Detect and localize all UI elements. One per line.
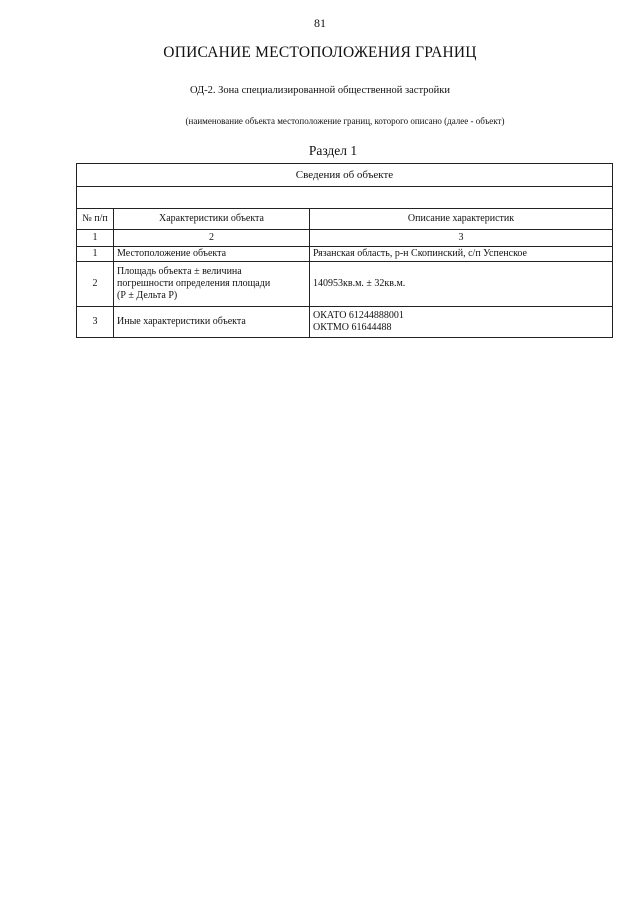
- object-name: ОД-2. Зона специализированной общественной застройки: [189, 85, 451, 96]
- table-title-row: [77, 164, 613, 187]
- row-num: 2: [77, 262, 114, 307]
- object-info-table: [76, 163, 613, 338]
- page-number: 81: [314, 16, 326, 30]
- section-title: Раздел 1: [308, 143, 358, 158]
- object-caption: (наименование объекта местоположение границ, которого описано (далее - объект): [185, 116, 505, 126]
- table-title: Сведения об объекте: [77, 164, 613, 187]
- table-blank-row: [77, 187, 613, 209]
- description-line: ОКАТО 61244888001: [313, 310, 404, 321]
- characteristic-line: Площадь объекта ± величина: [117, 266, 242, 277]
- header-description: Описание характеристик: [310, 209, 613, 230]
- row-characteristic: [114, 262, 310, 307]
- characteristic-line: погрешности определения площади: [117, 278, 271, 289]
- row-description: [310, 262, 613, 307]
- document-title: ОПИСАНИЕ МЕСТОПОЛОЖЕНИЯ ГРАНИЦ: [163, 44, 477, 61]
- description-line: ОКТМО 61644488: [313, 322, 392, 333]
- description-line: Рязанская область, р-н Скопинский, с/п Успенское: [313, 248, 527, 259]
- row-num: 1: [77, 247, 114, 262]
- table-row: [77, 262, 613, 307]
- row-num: 3: [77, 307, 114, 338]
- index-cell: 3: [310, 230, 613, 247]
- header-characteristic: Характеристики объекта: [114, 209, 310, 230]
- header-num: № п/п: [77, 209, 114, 230]
- row-description: [310, 247, 613, 262]
- table-row: [77, 247, 613, 262]
- blank-cell: [77, 187, 613, 209]
- row-description: [310, 307, 613, 338]
- row-characteristic: Местоположение объекта: [114, 247, 310, 262]
- table-index-row: [77, 230, 613, 247]
- index-cell: 2: [114, 230, 310, 247]
- description-line: 140953кв.м. ± 32кв.м.: [313, 278, 406, 289]
- characteristic-line: (Р ± Дельта Р): [117, 290, 178, 301]
- row-characteristic: Иные характеристики объекта: [114, 307, 310, 338]
- table-row: [77, 307, 613, 338]
- index-cell: 1: [77, 230, 114, 247]
- table-header-row: [77, 209, 613, 230]
